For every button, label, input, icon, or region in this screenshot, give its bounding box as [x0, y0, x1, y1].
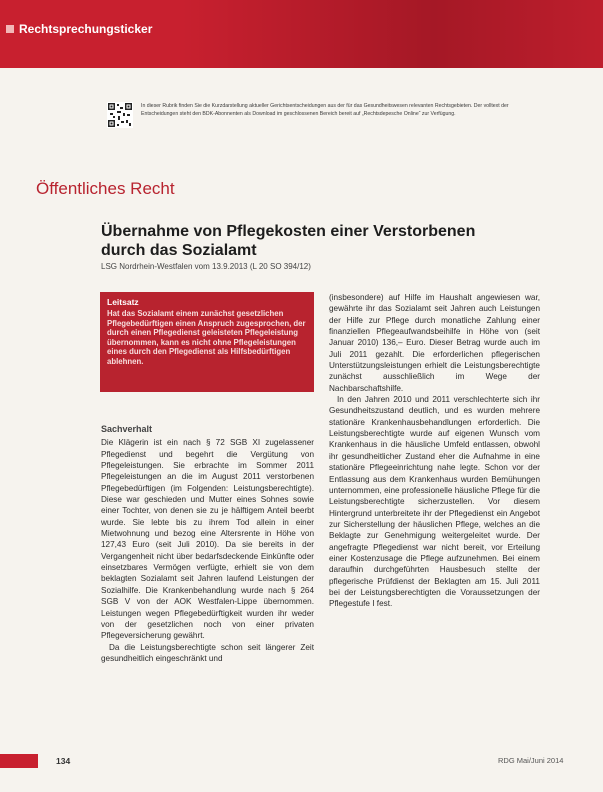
leitsatz-text: Hat das Sozialamt einem zunächst gesetzlichen Pflegebedürftigen einen Anspruch zugesprochen, der durch einen Pflegedienst geleisteten Pflegeleistung übernommen, kann es nicht ohne Pflegeleistungen eines durch den Pflegedienst als Hilfsbedürftigen ablehnen. — [107, 309, 306, 366]
rubric-tag — [6, 22, 152, 36]
left-column — [101, 424, 314, 664]
footer-marker — [0, 754, 38, 768]
journal-issue: RDG Mai/Juni 2014 — [498, 756, 564, 765]
leitsatz-box — [100, 292, 314, 392]
body-paragraph: In den Jahren 2010 und 2011 verschlechterte sich ihr Gesundheitszustand deutlich, und es wurden mehrere stationäre Krankenhausbehandlungen erforderlich. Die Leistungsberechtigte wurde auf eigenen Wunsch vom Krankenhaus in die häusliche Umfeld entlassen, obwohl ihr gesundheitlicher Zustand eher die Aufnahme in eine stationäre Pflegeeinrichtung nahe legte. Schon vor der Entlassung aus dem Krankenhaus wurden Bemühungen unternommen, eine professionelle häusliche Pflege für die Leistungsberechtigte sicherzustellen. Vor diesem Hintergrund unterbreitete ihr der Pflegedienst ein Angebot zur Sicherstellung der häuslichen Pflege, welches an die Beklagte zur Genehmigung weitergeleitet wurde. Der angefragte Pflegedienst war nicht bereit, vor Erteilung einer Kostenzusage die Pflege aufzunehmen. Bei einem daraufhin durchgeführten Hausbesuch stellte der pflegerische Prüfdienst der Beklagten am 15. Juli 2011 bei der Leistungsberechtigten die Voraussetzungen der Pflegestufe I fest. — [329, 395, 540, 609]
section-heading: Öffentliches Recht — [36, 179, 175, 198]
intro-text: In dieser Rubrik finden Sie die Kurzdarstellung aktueller Gerichtsentscheidungen aus der für das Gesundheitswesen relevanten Rechtsgebieten. Der volltext der Entscheidungen steht den BDK-Abonnenten als Download im geschlossenen Bereich bereit auf „Rechtsdepesche Online“ zur Verfügung. — [141, 103, 509, 117]
body-paragraph: Die Klägerin ist ein nach § 72 SGB XI zugelassener Pflegedienst und begehrt die Vergütung von Pflegeleistungen. Sie erbrachte im Sommer 2011 Pflegeleistungen an die im August 2011 verstorbenen Pflegebedürftigen (im Folgenden: Leistungsberechtigte). Diese war geschieden und Mutter eines Sohnes sowie einer Tochter, von denen sie zu je hälftigem Anteil beerbt wurde. Sie lebte bis zu ihrem Tod allein in einer Mietwohnung und bezog eine Altersrente in Höhe von 127,43 Euro (seit Juli 2010). Da sie bereits in der Vergangenheit nicht über bedarfsdeckende Einkünfte oder einsetzbares Vermögen verfügte, erhielt sie von dem beklagten Sozialamt seit Jahren laufend Leistungen der Sozialhilfe. Die Krankenbehandlung wurde nach § 264 SGB V von der AOK Westfalen-Lippe übernommen. Leistungen wegen Pflegebedürftigkeit wurden ihr weder von der gesetzlichen noch von einer privaten Pflegeversicherung gewährt. — [101, 438, 314, 641]
header-shade — [180, 0, 603, 68]
right-column — [329, 292, 540, 610]
article-title: Übernahme von Pflegekosten einer Verstorbenen durch das Sozialamt — [101, 223, 476, 259]
case-reference: LSG Nordrhein-Westfalen vom 13.9.2013 (L 20 SO 394/12) — [101, 262, 311, 271]
body-paragraph: Da die Leistungsberechtigte schon seit längerer Zeit gesundheitlich eingeschränkt und — [101, 642, 314, 663]
sachverhalt-heading: Sachverhalt — [101, 424, 153, 434]
header-bar — [0, 0, 603, 68]
leitsatz-heading: Leitsatz — [107, 297, 139, 307]
page-number: 134 — [56, 756, 71, 766]
qr-code-icon — [107, 102, 133, 128]
rubric-square-icon — [6, 25, 14, 33]
rubric-label: Rechtsprechungsticker — [19, 22, 153, 36]
body-paragraph: (insbesondere) auf Hilfe im Haushalt angewiesen war, gewährte ihr das Sozialamt seit Jahren auch Leistungen der Hilfe zur Pflege durch monatliche Zahlung einer finanziellen Pflegeaufwandsbeihilfe in Höhe von (seit Januar 2010) 136,– Euro. Dieser Betrag wurde auch im Juli 2011 gezahlt. Die erforderlichen pflegerischen Unterstützungsleistungen erhielt die Leistungsberechtigte zunächst ausschließlich im Wege der Nachbarschaftshilfe. — [329, 293, 540, 393]
